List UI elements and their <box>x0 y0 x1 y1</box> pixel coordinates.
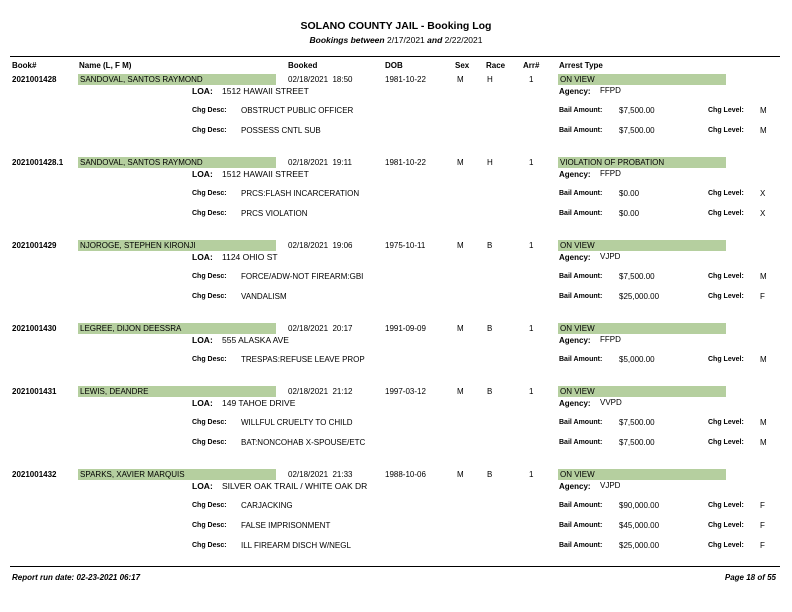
sex: M <box>457 387 464 396</box>
loa-value: 1124 OHIO ST <box>222 252 278 262</box>
chg-level-label: Chg Level: <box>708 356 744 363</box>
report-title: SOLANO COUNTY JAIL - Booking Log <box>300 20 492 32</box>
bail-amount-value: $7,500.00 <box>619 438 655 447</box>
chg-level-value: F <box>760 521 765 530</box>
report-subtitle <box>0 35 792 45</box>
chg-level-value: M <box>760 106 767 115</box>
agency-label: Agency: <box>559 482 591 491</box>
loa-value: 1512 HAWAII STREET <box>222 169 309 179</box>
bail-amount-label: Bail Amount: <box>559 127 603 134</box>
subtitle-and: and <box>427 35 443 45</box>
bail-amount-label: Bail Amount: <box>559 439 603 446</box>
bail-amount-value: $7,500.00 <box>619 272 655 281</box>
booking-record <box>0 157 792 239</box>
booked-datetime: 02/18/2021 20:17 <box>288 324 353 333</box>
chg-level-label: Chg Level: <box>708 522 744 529</box>
inmate-name: NJOROGE, STEPHEN KIRONJI <box>80 241 196 250</box>
chg-desc-label: Chg Desc: <box>192 502 227 509</box>
agency-value: FFPD <box>600 335 621 344</box>
agency-value: VVPD <box>600 398 622 407</box>
chg-level-value: M <box>760 126 767 135</box>
bail-amount-value: $7,500.00 <box>619 106 655 115</box>
loa-label: LOA: <box>192 335 213 345</box>
bail-amount-label: Bail Amount: <box>559 293 603 300</box>
chg-desc-value: POSSESS CNTL SUB <box>241 126 321 135</box>
agency-label: Agency: <box>559 336 591 345</box>
chg-level-value: M <box>760 272 767 281</box>
chg-level-value: X <box>760 189 766 198</box>
dob: 1991-09-09 <box>385 324 426 333</box>
loa-value: SILVER OAK TRAIL / WHITE OAK DR <box>222 481 368 491</box>
chg-level-label: Chg Level: <box>708 419 744 426</box>
chg-level-label: Chg Level: <box>708 293 744 300</box>
agency-label: Agency: <box>559 253 591 262</box>
arrest-type: ON VIEW <box>560 75 595 84</box>
arrest-number: 1 <box>529 241 534 250</box>
chg-desc-label: Chg Desc: <box>192 190 227 197</box>
bail-amount-label: Bail Amount: <box>559 419 603 426</box>
dob: 1988-10-06 <box>385 470 426 479</box>
race: B <box>487 470 493 479</box>
chg-level-label: Chg Level: <box>708 190 744 197</box>
loa-label: LOA: <box>192 169 213 179</box>
chg-desc-value: CARJACKING <box>241 501 293 510</box>
booked-datetime: 02/18/2021 21:33 <box>288 470 353 479</box>
bail-amount-label: Bail Amount: <box>559 210 603 217</box>
agency-value: FFPD <box>600 86 621 95</box>
chg-level-value: F <box>760 501 765 510</box>
chg-desc-value: WILLFUL CRUELTY TO CHILD <box>241 418 353 427</box>
chg-desc-label: Chg Desc: <box>192 439 227 446</box>
inmate-name: SANDOVAL, SANTOS RAYMOND <box>80 75 203 84</box>
loa-label: LOA: <box>192 252 213 262</box>
agency-value: FFPD <box>600 169 621 178</box>
chg-level-label: Chg Level: <box>708 273 744 280</box>
chg-level-label: Chg Level: <box>708 542 744 549</box>
chg-level-value: M <box>760 418 767 427</box>
agency-label: Agency: <box>559 399 591 408</box>
chg-desc-label: Chg Desc: <box>192 419 227 426</box>
chg-desc-value: BAT:NONCOHAB X-SPOUSE/ETC <box>241 438 366 447</box>
chg-desc-value: FORCE/ADW-NOT FIREARM:GBI <box>241 272 364 281</box>
chg-level-value: X <box>760 209 766 218</box>
loa-label: LOA: <box>192 398 213 408</box>
arrest-type: ON VIEW <box>560 387 595 396</box>
col-arr: Arr# <box>523 61 540 70</box>
arrest-number: 1 <box>529 75 534 84</box>
loa-value: 149 TAHOE DRIVE <box>222 398 296 408</box>
bail-amount-value: $5,000.00 <box>619 355 655 364</box>
bail-amount-label: Bail Amount: <box>559 522 603 529</box>
bail-amount-value: $0.00 <box>619 189 640 198</box>
booked-datetime: 02/18/2021 19:11 <box>288 158 352 167</box>
loa-label: LOA: <box>192 86 213 96</box>
bail-amount-value: $7,500.00 <box>619 418 655 427</box>
booking-record <box>0 386 792 468</box>
bail-amount-value: $25,000.00 <box>619 541 660 550</box>
bail-amount-label: Bail Amount: <box>559 107 603 114</box>
bail-amount-label: Bail Amount: <box>559 542 603 549</box>
loa-value: 555 ALASKA AVE <box>222 335 289 345</box>
report-run-date: Report run date: 02-23-2021 06:17 <box>12 573 141 582</box>
race: B <box>487 241 493 250</box>
subtitle-start-date: 2/17/2021 <box>386 35 425 45</box>
arrest-number: 1 <box>529 324 534 333</box>
arrest-type: ON VIEW <box>560 470 595 479</box>
inmate-name: LEGREE, DIJON DEESSRA <box>80 324 182 333</box>
dob: 1997-03-12 <box>385 387 426 396</box>
chg-desc-value: PRCS:FLASH INCARCERATION <box>241 189 360 198</box>
col-sex: Sex <box>455 61 470 70</box>
sex: M <box>457 158 464 167</box>
book-number: 2021001432 <box>12 470 57 479</box>
agency-label: Agency: <box>559 170 591 179</box>
bail-amount-value: $45,000.00 <box>619 521 660 530</box>
race: H <box>487 158 493 167</box>
chg-level-value: M <box>760 438 767 447</box>
book-number: 2021001428.1 <box>12 158 64 167</box>
dob: 1981-10-22 <box>385 75 426 84</box>
sex: M <box>457 324 464 333</box>
page-number: Page 18 of 55 <box>724 573 776 582</box>
chg-desc-value: VANDALISM <box>241 292 287 301</box>
chg-level-label: Chg Level: <box>708 439 744 446</box>
chg-desc-label: Chg Desc: <box>192 273 227 280</box>
chg-level-label: Chg Level: <box>708 127 744 134</box>
footer-divider <box>10 566 780 567</box>
chg-desc-value: ILL FIREARM DISCH W/NEGL <box>241 541 351 550</box>
booked-datetime: 02/18/2021 18:50 <box>288 75 353 84</box>
booked-datetime: 02/18/2021 19:06 <box>288 241 353 250</box>
bail-amount-label: Bail Amount: <box>559 356 603 363</box>
col-book: Book# <box>12 61 37 70</box>
book-number: 2021001428 <box>12 75 57 84</box>
book-number: 2021001429 <box>12 241 57 250</box>
arrest-type: VIOLATION OF PROBATION <box>560 158 665 167</box>
chg-desc-label: Chg Desc: <box>192 542 227 549</box>
arrest-number: 1 <box>529 387 534 396</box>
chg-desc-label: Chg Desc: <box>192 107 227 114</box>
arrest-type: ON VIEW <box>560 241 595 250</box>
chg-desc-value: FALSE IMPRISONMENT <box>241 521 331 530</box>
dob: 1981-10-22 <box>385 158 426 167</box>
col-booked: Booked <box>288 61 318 70</box>
booking-record <box>0 74 792 156</box>
book-number: 2021001430 <box>12 324 57 333</box>
chg-level-value: M <box>760 355 767 364</box>
loa-value: 1512 HAWAII STREET <box>222 86 309 96</box>
arrest-type: ON VIEW <box>560 324 595 333</box>
inmate-name: LEWIS, DEANDRE <box>80 387 149 396</box>
arrest-number: 1 <box>529 158 534 167</box>
chg-desc-label: Chg Desc: <box>192 522 227 529</box>
booked-datetime: 02/18/2021 21:12 <box>288 387 353 396</box>
sex: M <box>457 241 464 250</box>
chg-level-label: Chg Level: <box>708 502 744 509</box>
chg-desc-label: Chg Desc: <box>192 210 227 217</box>
bail-amount-value: $90,000.00 <box>619 501 660 510</box>
header-divider <box>10 56 780 57</box>
bail-amount-value: $7,500.00 <box>619 126 655 135</box>
bail-amount-value: $0.00 <box>619 209 640 218</box>
chg-level-label: Chg Level: <box>708 210 744 217</box>
bail-amount-label: Bail Amount: <box>559 190 603 197</box>
chg-desc-label: Chg Desc: <box>192 293 227 300</box>
chg-level-value: F <box>760 292 765 301</box>
inmate-name: SANDOVAL, SANTOS RAYMOND <box>80 158 203 167</box>
col-name: Name (L, F M) <box>79 61 132 70</box>
col-race: Race <box>486 61 506 70</box>
bail-amount-label: Bail Amount: <box>559 502 603 509</box>
booking-record <box>0 240 792 322</box>
agency-label: Agency: <box>559 87 591 96</box>
book-number: 2021001431 <box>12 387 57 396</box>
col-dob: DOB <box>385 61 403 70</box>
agency-value: VJPD <box>600 252 621 261</box>
chg-desc-value: PRCS VIOLATION <box>241 209 308 218</box>
chg-desc-value: TRESPAS:REFUSE LEAVE PROP <box>241 355 365 364</box>
chg-level-value: F <box>760 541 765 550</box>
subtitle-end-date: 2/22/2021 <box>444 35 483 45</box>
booking-record <box>0 469 792 551</box>
race: B <box>487 387 493 396</box>
inmate-name: SPARKS, XAVIER MARQUIS <box>80 470 185 479</box>
loa-label: LOA: <box>192 481 213 491</box>
col-arrest-type: Arrest Type <box>559 61 603 70</box>
chg-desc-label: Chg Desc: <box>192 356 227 363</box>
race: B <box>487 324 493 333</box>
dob: 1975-10-11 <box>385 241 426 250</box>
chg-desc-label: Chg Desc: <box>192 127 227 134</box>
sex: M <box>457 75 464 84</box>
bail-amount-label: Bail Amount: <box>559 273 603 280</box>
agency-value: VJPD <box>600 481 621 490</box>
arrest-number: 1 <box>529 470 534 479</box>
subtitle-prefix: Bookings between <box>309 35 385 45</box>
bail-amount-value: $25,000.00 <box>619 292 660 301</box>
chg-level-label: Chg Level: <box>708 107 744 114</box>
sex: M <box>457 470 464 479</box>
chg-desc-value: OBSTRUCT PUBLIC OFFICER <box>241 106 354 115</box>
race: H <box>487 75 493 84</box>
